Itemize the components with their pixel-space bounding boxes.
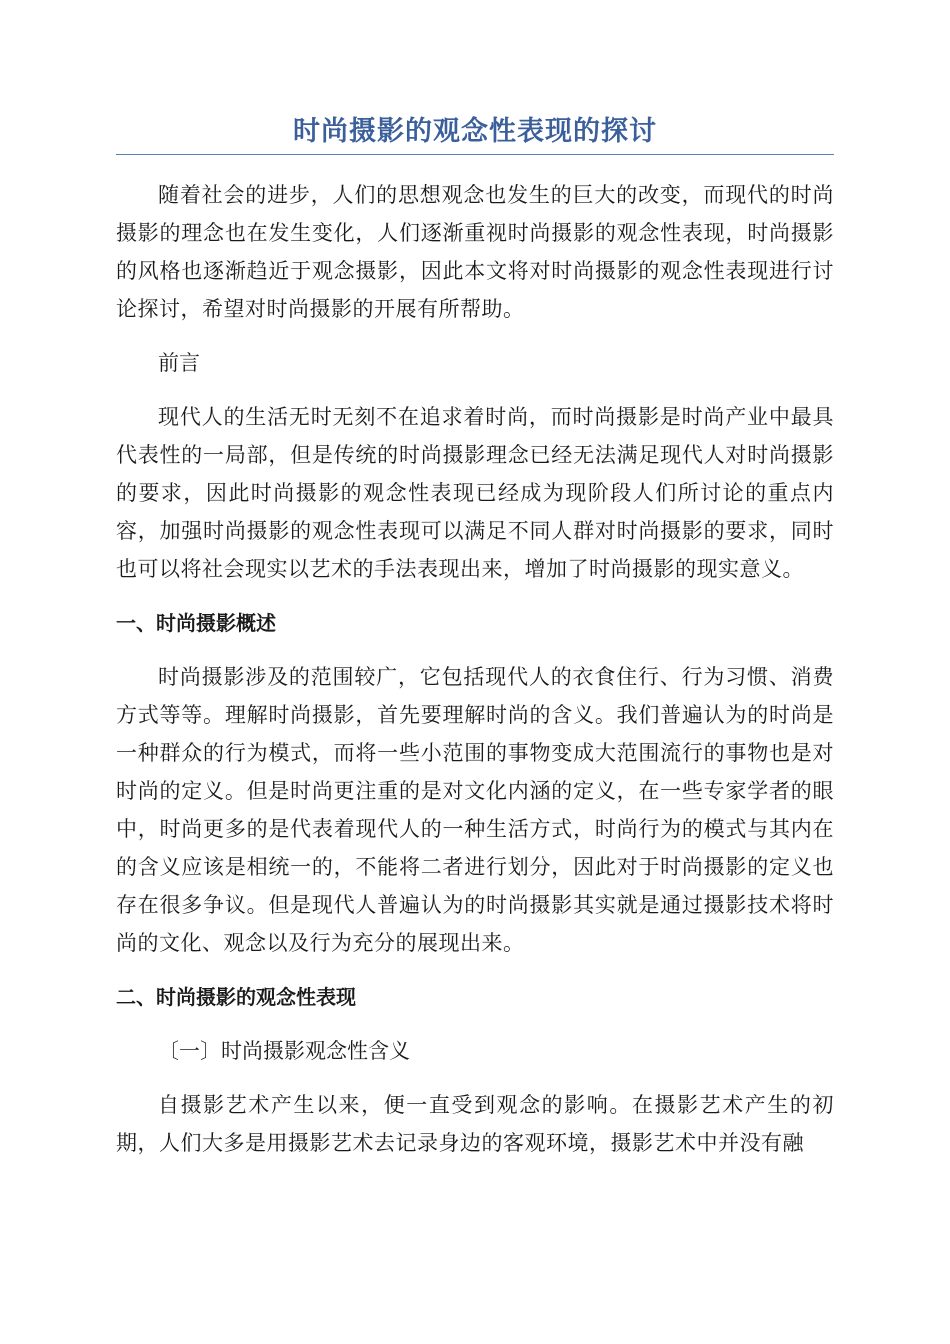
preface-label: 前言: [158, 351, 200, 375]
section-1-paragraph: 时尚摄影涉及的范围较广，它包括现代人的衣食住行、行为习惯、消费方式等等。理解时尚摄影，首先要理解时尚的含义。我们普遍认为的时尚是一种群众的行为模式，而将一些小范围的事物变成大范围流行的事物也是对时尚的定义。但是时尚更注重的是对文化内涵的定义，在一些专家学者的眼中，时尚更多的是代表着现代人的一种生活方式，时尚行为的模式与其内在的含义应该是相统一的，不能将二者进行划分，因此对于时尚摄影的定义也存在很多争议。但是现代人普遍认为的时尚摄影其实就是通过摄影技术将时尚的文化、观念以及行为充分的展现出来。: [116, 665, 834, 955]
section-heading-1: 一、时尚摄影概述: [116, 611, 276, 635]
subsection-1-paragraph: 自摄影艺术产生以来，便一直受到观念的影响。在摄影艺术产生的初期，人们大多是用摄影艺术去记录身边的客观环境，摄影艺术中并没有融: [116, 1093, 834, 1155]
subsection-heading-1: 〔一〕时尚摄影观念性含义: [158, 1039, 410, 1063]
section-heading-2: 二、时尚摄影的观念性表现: [116, 985, 356, 1009]
document-page: [116, 112, 834, 1162]
preface-paragraph: 现代人的生活无时无刻不在追求着时尚，而时尚摄影是时尚产业中最具代表性的一局部，但是传统的时尚摄影理念已经无法满足现代人对时尚摄影的要求，因此时尚摄影的观念性表现已经成为现阶段人们所讨论的重点内容，加强时尚摄影的观念性表现可以满足不同人群对时尚摄影的要求，同时也可以将社会现实以艺术的手法表现出来，增加了时尚摄影的现实意义。: [116, 405, 834, 581]
abstract-paragraph: 随着社会的进步，人们的思想观念也发生的巨大的改变，而现代的时尚摄影的理念也在发生变化，人们逐渐重视时尚摄影的观念性表现，时尚摄影的风格也逐渐趋近于观念摄影，因此本文将对时尚摄影的观念性表现进行讨论探讨，希望对时尚摄影的开展有所帮助。: [116, 183, 834, 321]
document-title: 时尚摄影的观念性表现的探讨: [116, 112, 834, 155]
